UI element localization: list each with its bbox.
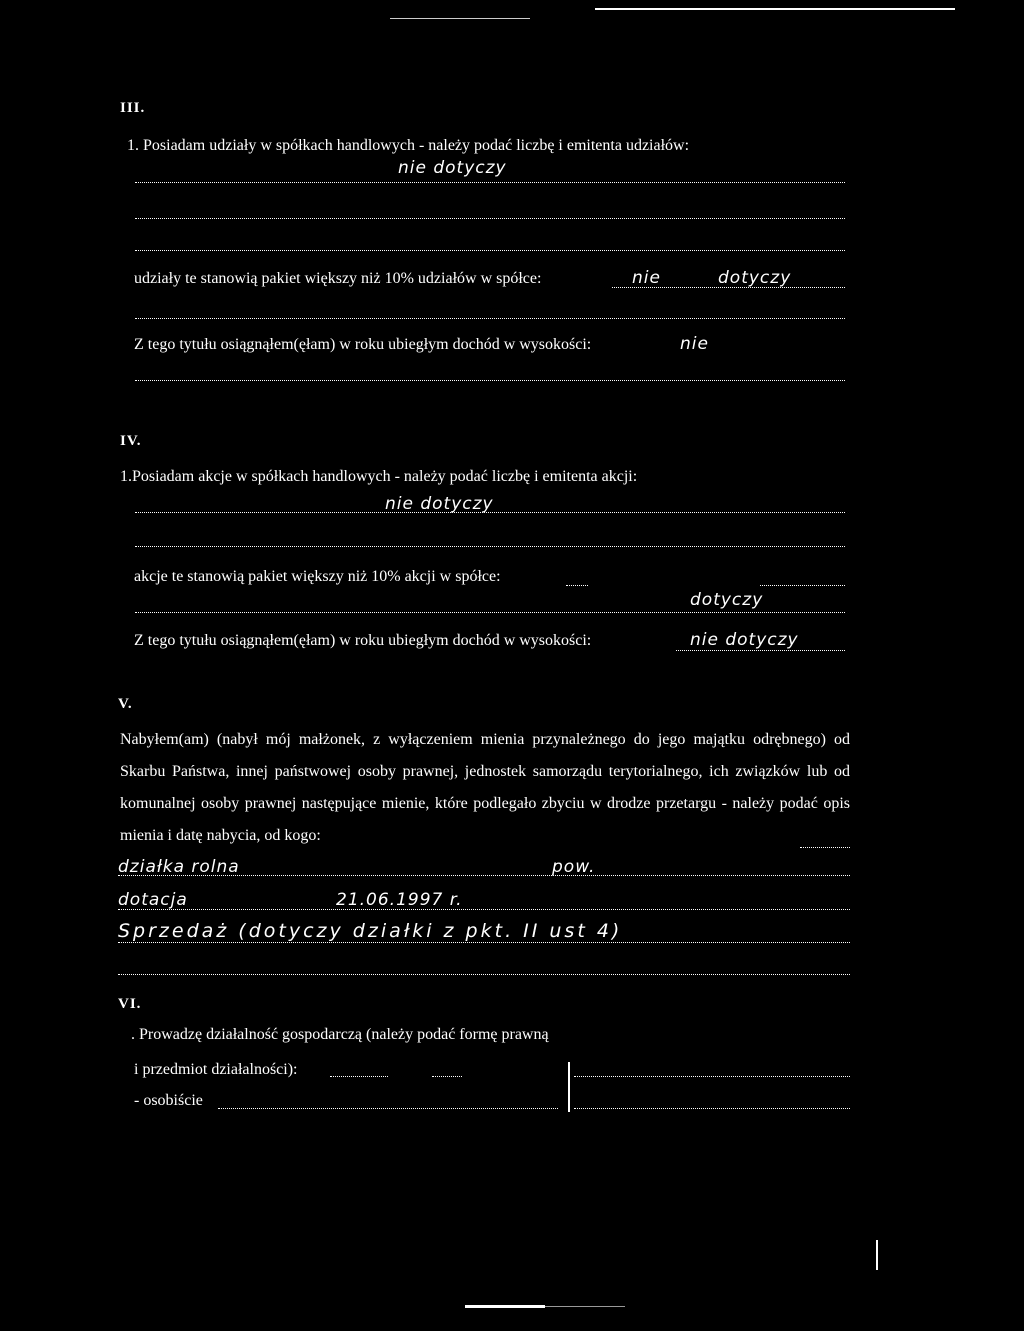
handwritten-answer: dotyczy <box>718 268 792 288</box>
answer-line <box>118 974 850 975</box>
vertical-mark <box>568 1062 570 1112</box>
section-vi-line2: i przedmiot działalności): <box>134 1061 298 1078</box>
handwritten-answer: nie <box>680 334 709 354</box>
bottom-rule-thin <box>545 1306 625 1307</box>
answer-line <box>432 1076 462 1077</box>
handwritten-answer: nie dotyczy <box>690 630 799 650</box>
answer-line <box>574 1076 850 1077</box>
top-rule-right <box>595 8 955 10</box>
handwritten-answer: Sprzedaż (dotyczy działki z pkt. II ust 4) <box>118 920 623 942</box>
section-vi-heading: VI. <box>118 996 142 1012</box>
answer-line <box>760 585 845 586</box>
answer-line <box>118 942 850 943</box>
scan-mark <box>876 1240 878 1270</box>
answer-line <box>800 847 850 848</box>
section-iii-heading: III. <box>120 100 146 116</box>
handwritten-answer: nie dotyczy <box>398 158 507 178</box>
section-vi-line3: - osobiście <box>134 1092 203 1109</box>
section-v-heading: V. <box>118 696 133 712</box>
answer-line <box>676 650 845 651</box>
handwritten-answer: dotacja <box>118 890 188 910</box>
handwritten-answer: nie <box>632 268 661 288</box>
handwritten-answer: pow. <box>552 857 596 877</box>
answer-line <box>574 1108 850 1109</box>
handwritten-answer: 21.06.1997 r. <box>336 890 463 910</box>
section-iv-income: Z tego tytułu osiągnąłem(ęłam) w roku ubiegłym dochód w wysokości: <box>134 632 592 649</box>
section-iv-stake: akcje te stanowią pakiet większy niż 10% akcji w spółce: <box>134 568 501 585</box>
section-iii-q1: 1. Posiadam udziały w spółkach handlowych - należy podać liczbę i emitenta udziałów: <box>127 137 690 154</box>
answer-line <box>135 218 845 219</box>
section-iv-q1: 1.Posiadam akcje w spółkach handlowych - należy podać liczbę i emitenta akcji: <box>120 468 638 485</box>
answer-line <box>135 380 845 381</box>
answer-line <box>135 318 845 319</box>
handwritten-answer: dotyczy <box>690 590 764 610</box>
answer-line <box>566 585 588 586</box>
answer-line <box>118 909 850 910</box>
section-v-body: Nabyłem(am) (nabył mój małżonek, z wyłączeniem mienia przynależnego do jego majątku odrębnego) od Skarbu Państwa, innej państwowej osoby prawnej, jednostek samorządu terytorialnego, ich związków lub od komunalnej osoby prawnej następujące mienie, które podlegało zbyciu w drodze przetargu - należy podać opis mienia i datę nabycia, od kogo: <box>120 731 850 844</box>
section-iii-income: Z tego tytułu osiągnąłem(ęłam) w roku ubiegłym dochód w wysokości: <box>134 336 592 353</box>
answer-line <box>218 1108 558 1109</box>
answer-line <box>135 182 845 183</box>
handwritten-answer: działka rolna <box>118 857 240 877</box>
section-iii-stake: udziały te stanowią pakiet większy niż 10% udziałów w spółce: <box>134 270 542 287</box>
answer-line <box>135 546 845 547</box>
answer-line <box>135 612 845 613</box>
top-rule-left <box>390 18 530 19</box>
handwritten-answer: nie dotyczy <box>385 494 494 514</box>
section-iv-heading: IV. <box>120 433 142 449</box>
section-vi-line1: . Prowadzę działalność gospodarczą (należy podać formę prawną <box>131 1026 549 1043</box>
answer-line <box>330 1076 388 1077</box>
bottom-rule <box>465 1305 545 1308</box>
answer-line <box>135 250 845 251</box>
